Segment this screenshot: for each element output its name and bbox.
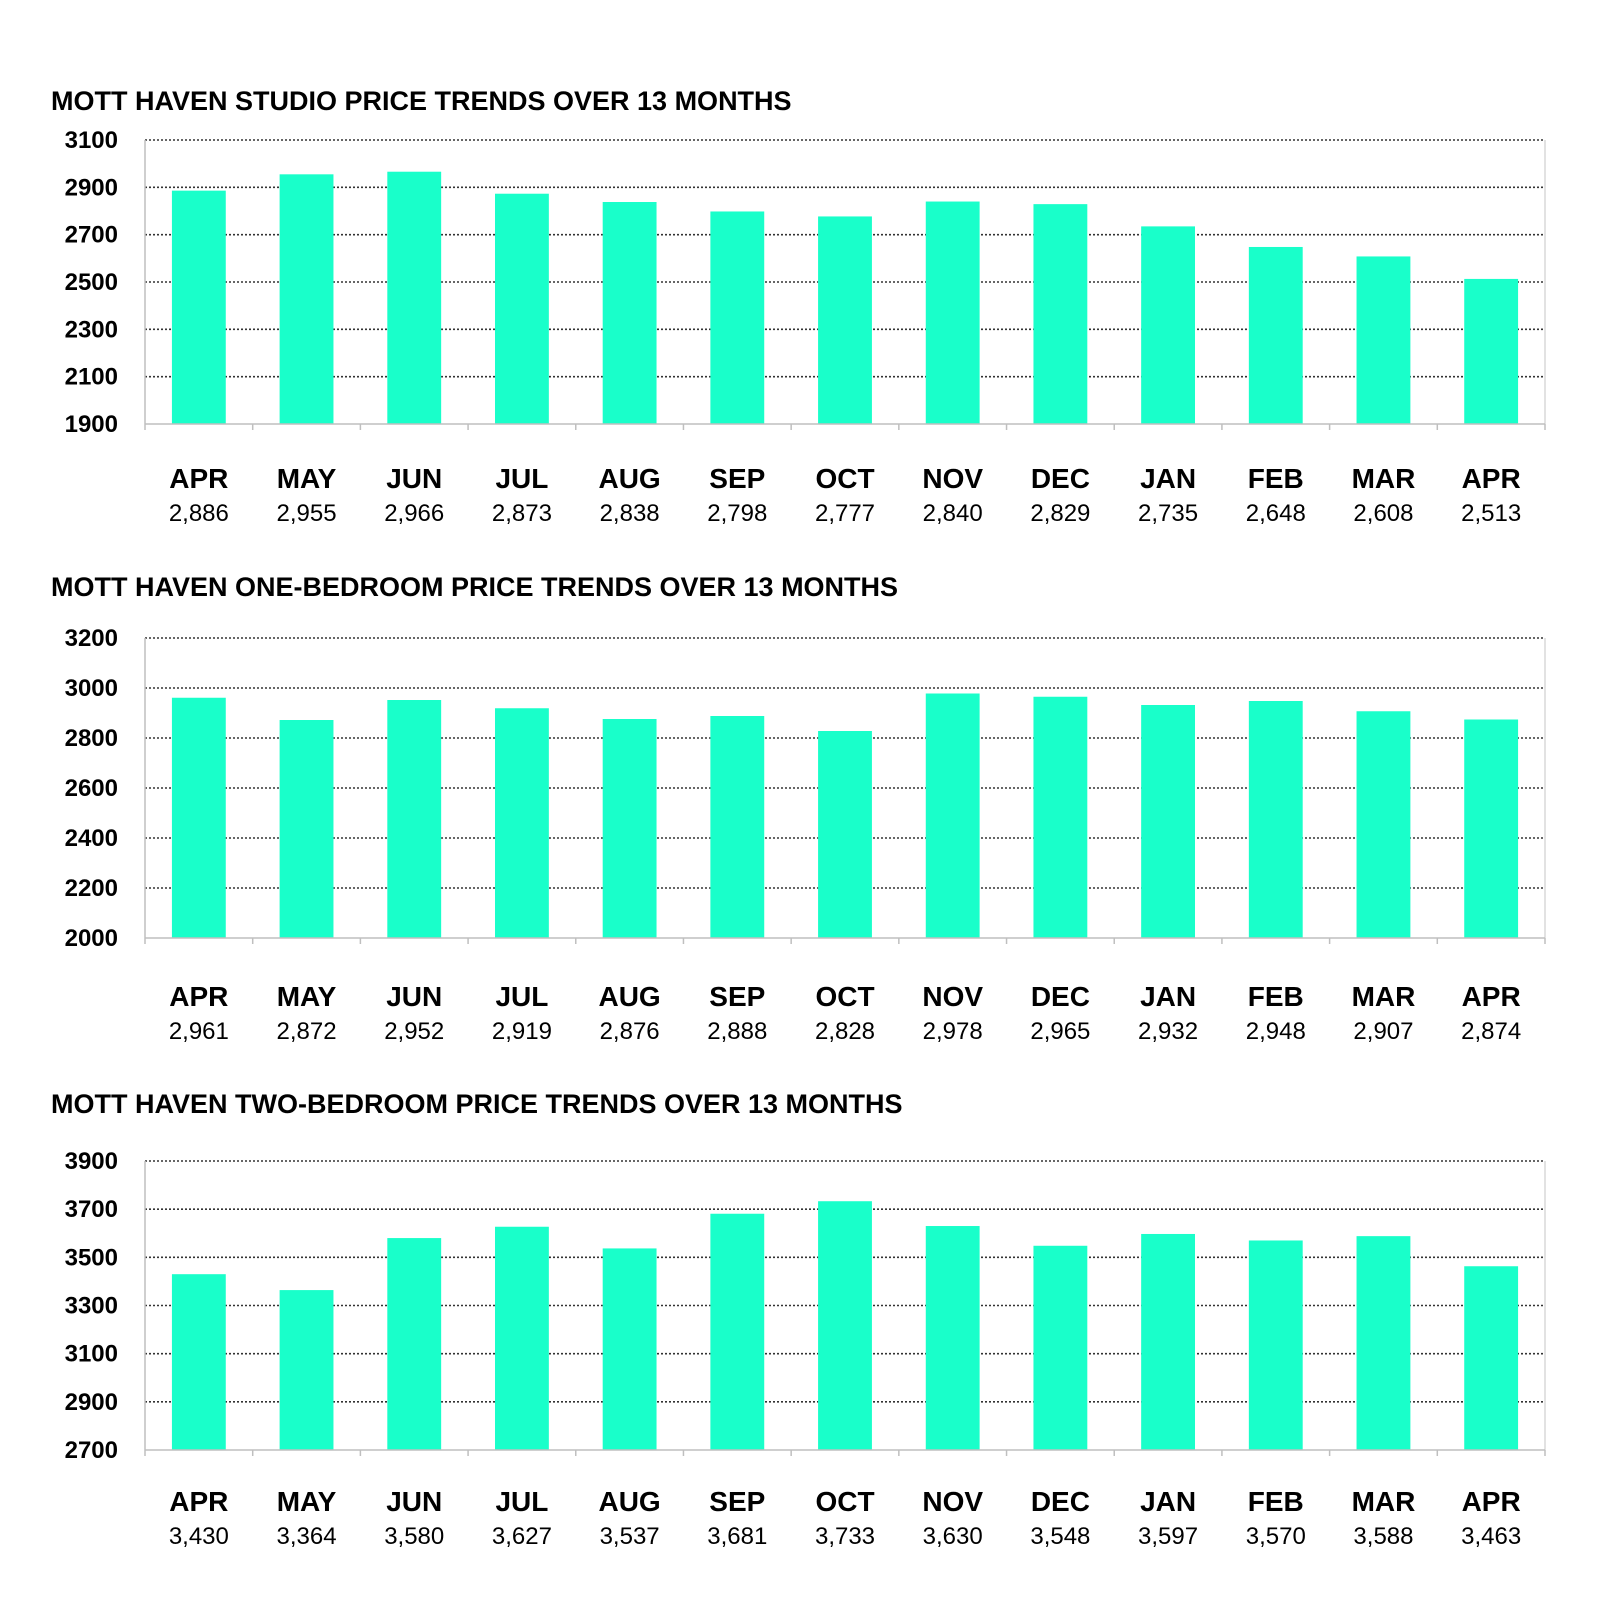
bar-dec-9 <box>1033 204 1087 424</box>
x-tick-label: FEB <box>1247 1486 1304 1517</box>
y-tick-label: 2700 <box>64 221 118 249</box>
x-tick-label: OCT <box>815 981 875 1012</box>
data-label: 3,364 <box>276 1523 337 1550</box>
bar-mar-12 <box>1357 256 1411 424</box>
data-label: 2,886 <box>168 500 229 527</box>
y-tick-label: 3300 <box>64 1292 118 1320</box>
bar-jul-4 <box>495 194 549 424</box>
bar-oct-7 <box>818 731 872 938</box>
data-label: 2,948 <box>1245 1018 1306 1045</box>
y-tick-label: 2600 <box>64 775 118 802</box>
chart-panel-3 <box>51 1089 1545 1550</box>
bar-feb-11 <box>1249 701 1303 938</box>
data-label: 2,608 <box>1353 500 1414 527</box>
bar-apr-13 <box>1464 279 1518 424</box>
bar-oct-7 <box>818 216 872 424</box>
data-label: 3,588 <box>1353 1523 1414 1550</box>
y-tick-label: 2300 <box>64 316 118 344</box>
x-tick-label: JUN <box>386 1486 443 1517</box>
x-tick-label: AUG <box>598 1486 661 1517</box>
x-tick-label: SEP <box>709 1486 766 1517</box>
data-label: 3,580 <box>384 1523 445 1550</box>
x-tick-label: FEB <box>1247 981 1304 1012</box>
data-label: 3,597 <box>1138 1523 1199 1550</box>
y-tick-label: 2100 <box>64 363 118 391</box>
data-label: 3,627 <box>491 1523 552 1550</box>
data-label: 2,919 <box>491 1018 552 1045</box>
bar-sep-6 <box>710 1214 764 1450</box>
x-tick-label: JUL <box>495 1486 549 1517</box>
data-label: 2,876 <box>599 1018 660 1045</box>
y-tick-label: 2900 <box>64 1388 118 1416</box>
data-label: 3,537 <box>599 1523 660 1550</box>
y-tick-label: 3200 <box>64 625 118 652</box>
data-label: 3,430 <box>168 1523 229 1550</box>
bar-jul-4 <box>495 708 549 938</box>
chart-panel-2 <box>51 572 1545 1045</box>
data-label: 2,829 <box>1030 500 1091 527</box>
x-tick-label: JAN <box>1140 463 1197 494</box>
bar-sep-6 <box>710 716 764 938</box>
y-tick-label: 2700 <box>64 1437 118 1464</box>
x-tick-label: AUG <box>598 463 661 494</box>
data-label: 2,965 <box>1030 1018 1091 1045</box>
bar-jun-3 <box>387 700 441 938</box>
y-tick-label: 3000 <box>64 675 118 702</box>
bar-dec-9 <box>1033 697 1087 938</box>
data-label: 3,681 <box>707 1523 768 1550</box>
y-tick-label: 3700 <box>64 1196 118 1224</box>
data-label: 2,952 <box>384 1018 445 1045</box>
bar-apr-13 <box>1464 1266 1518 1450</box>
x-tick-label: SEP <box>709 463 766 494</box>
bar-dec-9 <box>1033 1246 1087 1450</box>
y-tick-label: 2500 <box>64 269 118 296</box>
x-tick-label: FEB <box>1247 463 1304 494</box>
x-tick-label: JAN <box>1140 981 1197 1012</box>
bar-apr-1 <box>172 191 226 424</box>
bar-apr-1 <box>172 698 226 938</box>
data-label: 2,798 <box>707 500 768 527</box>
x-tick-label: DEC <box>1030 981 1090 1012</box>
bar-mar-12 <box>1357 1236 1411 1450</box>
data-label: 2,907 <box>1353 1018 1414 1045</box>
x-tick-label: MAR <box>1351 1486 1416 1517</box>
y-tick-label: 2000 <box>64 925 118 952</box>
x-tick-label: OCT <box>815 1486 875 1517</box>
chart-title: MOTT HAVEN STUDIO PRICE TRENDS OVER 13 MONTHS <box>51 86 792 116</box>
chart-title: MOTT HAVEN ONE-BEDROOM PRICE TRENDS OVER 13 MONTHS <box>51 572 899 602</box>
data-label: 2,777 <box>814 500 876 527</box>
data-label: 2,840 <box>922 500 983 527</box>
data-label: 2,978 <box>922 1018 983 1045</box>
x-tick-label: APR <box>169 981 229 1012</box>
data-label: 2,966 <box>384 500 445 527</box>
y-tick-label: 3100 <box>64 1340 118 1368</box>
x-tick-label: MAY <box>276 463 337 494</box>
x-tick-label: DEC <box>1030 463 1090 494</box>
bar-jun-3 <box>387 1238 441 1450</box>
x-tick-label: DEC <box>1030 1486 1090 1517</box>
x-tick-label: JUN <box>386 981 443 1012</box>
bar-jan-10 <box>1141 1234 1195 1450</box>
y-tick-label: 2400 <box>64 825 118 852</box>
bar-jul-4 <box>495 1227 549 1450</box>
data-label: 3,570 <box>1245 1523 1306 1550</box>
bar-aug-5 <box>603 1248 657 1450</box>
bar-apr-13 <box>1464 720 1518 939</box>
x-tick-label: APR <box>1461 1486 1521 1517</box>
y-tick-label: 3100 <box>64 127 118 154</box>
y-tick-label: 2900 <box>64 174 118 202</box>
bar-nov-8 <box>926 202 980 424</box>
x-tick-label: JAN <box>1140 1486 1197 1517</box>
data-label: 2,828 <box>814 1018 876 1045</box>
chart-panel-1 <box>51 86 1545 527</box>
x-tick-label: MAR <box>1351 981 1416 1012</box>
y-tick-label: 3900 <box>64 1148 118 1175</box>
data-label: 3,463 <box>1461 1523 1522 1550</box>
data-label: 2,648 <box>1245 500 1306 527</box>
x-tick-label: NOV <box>922 1486 984 1517</box>
bar-may-2 <box>280 174 334 424</box>
chart-title: MOTT HAVEN TWO-BEDROOM PRICE TRENDS OVER 13 MONTHS <box>51 1089 903 1119</box>
y-tick-label: 2800 <box>64 725 118 752</box>
data-label: 3,630 <box>922 1523 983 1550</box>
data-label: 2,932 <box>1138 1018 1199 1045</box>
bar-may-2 <box>280 720 334 938</box>
bar-nov-8 <box>926 1226 980 1450</box>
bar-aug-5 <box>603 202 657 424</box>
bar-jun-3 <box>387 172 441 424</box>
bar-aug-5 <box>603 719 657 938</box>
bar-may-2 <box>280 1290 334 1450</box>
data-label: 2,735 <box>1138 500 1199 527</box>
data-label: 2,873 <box>491 500 552 527</box>
x-tick-label: MAY <box>276 981 337 1012</box>
x-tick-label: APR <box>1461 463 1521 494</box>
data-label: 2,838 <box>599 500 660 527</box>
x-tick-label: AUG <box>598 981 661 1012</box>
bar-apr-1 <box>172 1274 226 1450</box>
x-tick-label: MAY <box>276 1486 337 1517</box>
data-label: 2,872 <box>276 1018 337 1045</box>
data-label: 2,961 <box>168 1018 229 1045</box>
bar-feb-11 <box>1249 247 1303 424</box>
x-tick-label: JUL <box>495 981 549 1012</box>
bar-oct-7 <box>818 1201 872 1450</box>
bar-feb-11 <box>1249 1240 1303 1450</box>
data-label: 2,888 <box>707 1018 768 1045</box>
x-tick-label: APR <box>169 1486 229 1517</box>
bar-sep-6 <box>710 211 764 424</box>
y-tick-label: 2200 <box>64 875 118 902</box>
x-tick-label: APR <box>169 463 229 494</box>
x-tick-label: JUL <box>495 463 549 494</box>
x-tick-label: NOV <box>922 981 984 1012</box>
bar-nov-8 <box>926 694 980 939</box>
x-tick-label: MAR <box>1351 463 1416 494</box>
x-tick-label: OCT <box>815 463 875 494</box>
x-tick-label: SEP <box>709 981 766 1012</box>
y-tick-label: 3500 <box>64 1244 118 1272</box>
bar-mar-12 <box>1357 711 1411 938</box>
data-label: 3,548 <box>1030 1523 1091 1550</box>
data-label: 2,955 <box>276 500 337 527</box>
bar-jan-10 <box>1141 705 1195 938</box>
bar-jan-10 <box>1141 226 1195 424</box>
y-tick-label: 1900 <box>64 411 118 438</box>
data-label: 2,874 <box>1461 1018 1522 1045</box>
x-tick-label: NOV <box>922 463 984 494</box>
x-tick-label: APR <box>1461 981 1521 1012</box>
x-tick-label: JUN <box>386 463 443 494</box>
data-label: 2,513 <box>1461 500 1522 527</box>
data-label: 3,733 <box>814 1523 876 1550</box>
